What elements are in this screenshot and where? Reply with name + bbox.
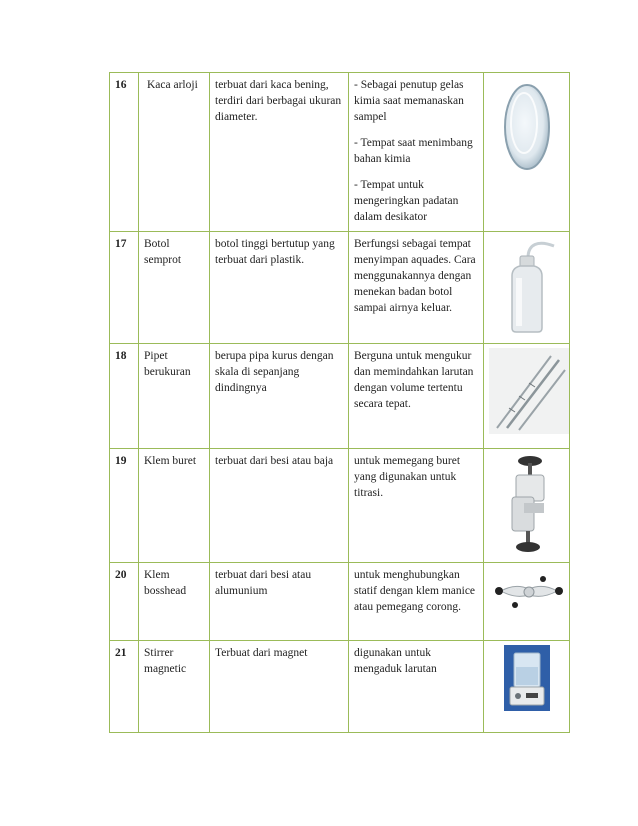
table-row <box>110 449 570 563</box>
equipment-description: berupa pipa kurus dengan skala di sepanjang dindingnya <box>210 344 349 449</box>
magnetic-stirrer-icon <box>504 645 550 711</box>
row-number: 20 <box>110 563 139 641</box>
equipment-description: terbuat dari besi atau baja <box>210 449 349 563</box>
measuring-pipette-icon <box>489 348 569 434</box>
equipment-uses <box>349 73 484 232</box>
equipment-image-cell <box>484 73 570 232</box>
table-row <box>110 641 570 733</box>
equipment-name: Stirrer magnetic <box>139 641 210 733</box>
wash-bottle-icon <box>492 236 562 336</box>
bosshead-clamp-icon <box>489 567 569 617</box>
equipment-name: Botol semprot <box>139 232 210 344</box>
row-number: 21 <box>110 641 139 733</box>
row-number: 16 <box>110 73 139 232</box>
equipment-name: Klem bosshead <box>139 563 210 641</box>
equipment-uses <box>349 449 484 563</box>
row-number: 19 <box>110 449 139 563</box>
row-number: 17 <box>110 232 139 344</box>
equipment-image-cell <box>484 563 570 641</box>
equipment-image-cell <box>484 232 570 344</box>
watch-glass-icon <box>497 77 557 177</box>
equipment-description: Terbuat dari magnet <box>210 641 349 733</box>
equipment-uses <box>349 641 484 733</box>
use-item: - Tempat untuk mengeringkan padatan dalam desikator <box>354 179 459 223</box>
use-item: - Sebagai penutup gelas kimia saat memanaskan sampel <box>354 79 464 123</box>
equipment-description: terbuat dari besi atau alumunium <box>210 563 349 641</box>
use-item: - Tempat saat menimbang bahan kimia <box>354 137 473 165</box>
table-row <box>110 232 570 344</box>
use-item: untuk memegang buret yang digunakan untuk titrasi. <box>354 455 461 499</box>
equipment-uses <box>349 344 484 449</box>
burette-clamp-icon <box>502 453 552 557</box>
equipment-description: terbuat dari kaca bening, terdiri dari berbagai ukuran diameter. <box>210 73 349 232</box>
use-item: digunakan untuk mengaduk larutan <box>354 647 437 675</box>
table-row <box>110 73 570 232</box>
equipment-uses <box>349 563 484 641</box>
equipment-table <box>109 72 570 733</box>
equipment-image-cell <box>484 344 570 449</box>
row-number: 18 <box>110 344 139 449</box>
equipment-name: Kaca arloji <box>139 73 210 232</box>
table-row <box>110 563 570 641</box>
equipment-name: Pipet berukuran <box>139 344 210 449</box>
equipment-description: botol tinggi bertutup yang terbuat dari plastik. <box>210 232 349 344</box>
use-item: untuk menghubungkan statif dengan klem manice atau pemegang corong. <box>354 569 476 613</box>
equipment-image-cell <box>484 449 570 563</box>
use-item: Berguna untuk mengukur dan memindahkan larutan dengan volume tertentu secara tepat. <box>354 350 474 410</box>
equipment-image-cell <box>484 641 570 733</box>
equipment-name: Klem buret <box>139 449 210 563</box>
equipment-uses <box>349 232 484 344</box>
use-item: Berfungsi sebagai tempat menyimpan aquades. Cara menggunakannya dengan menekan badan botol sampai airnya keluar. <box>354 238 476 314</box>
table-row <box>110 344 570 449</box>
